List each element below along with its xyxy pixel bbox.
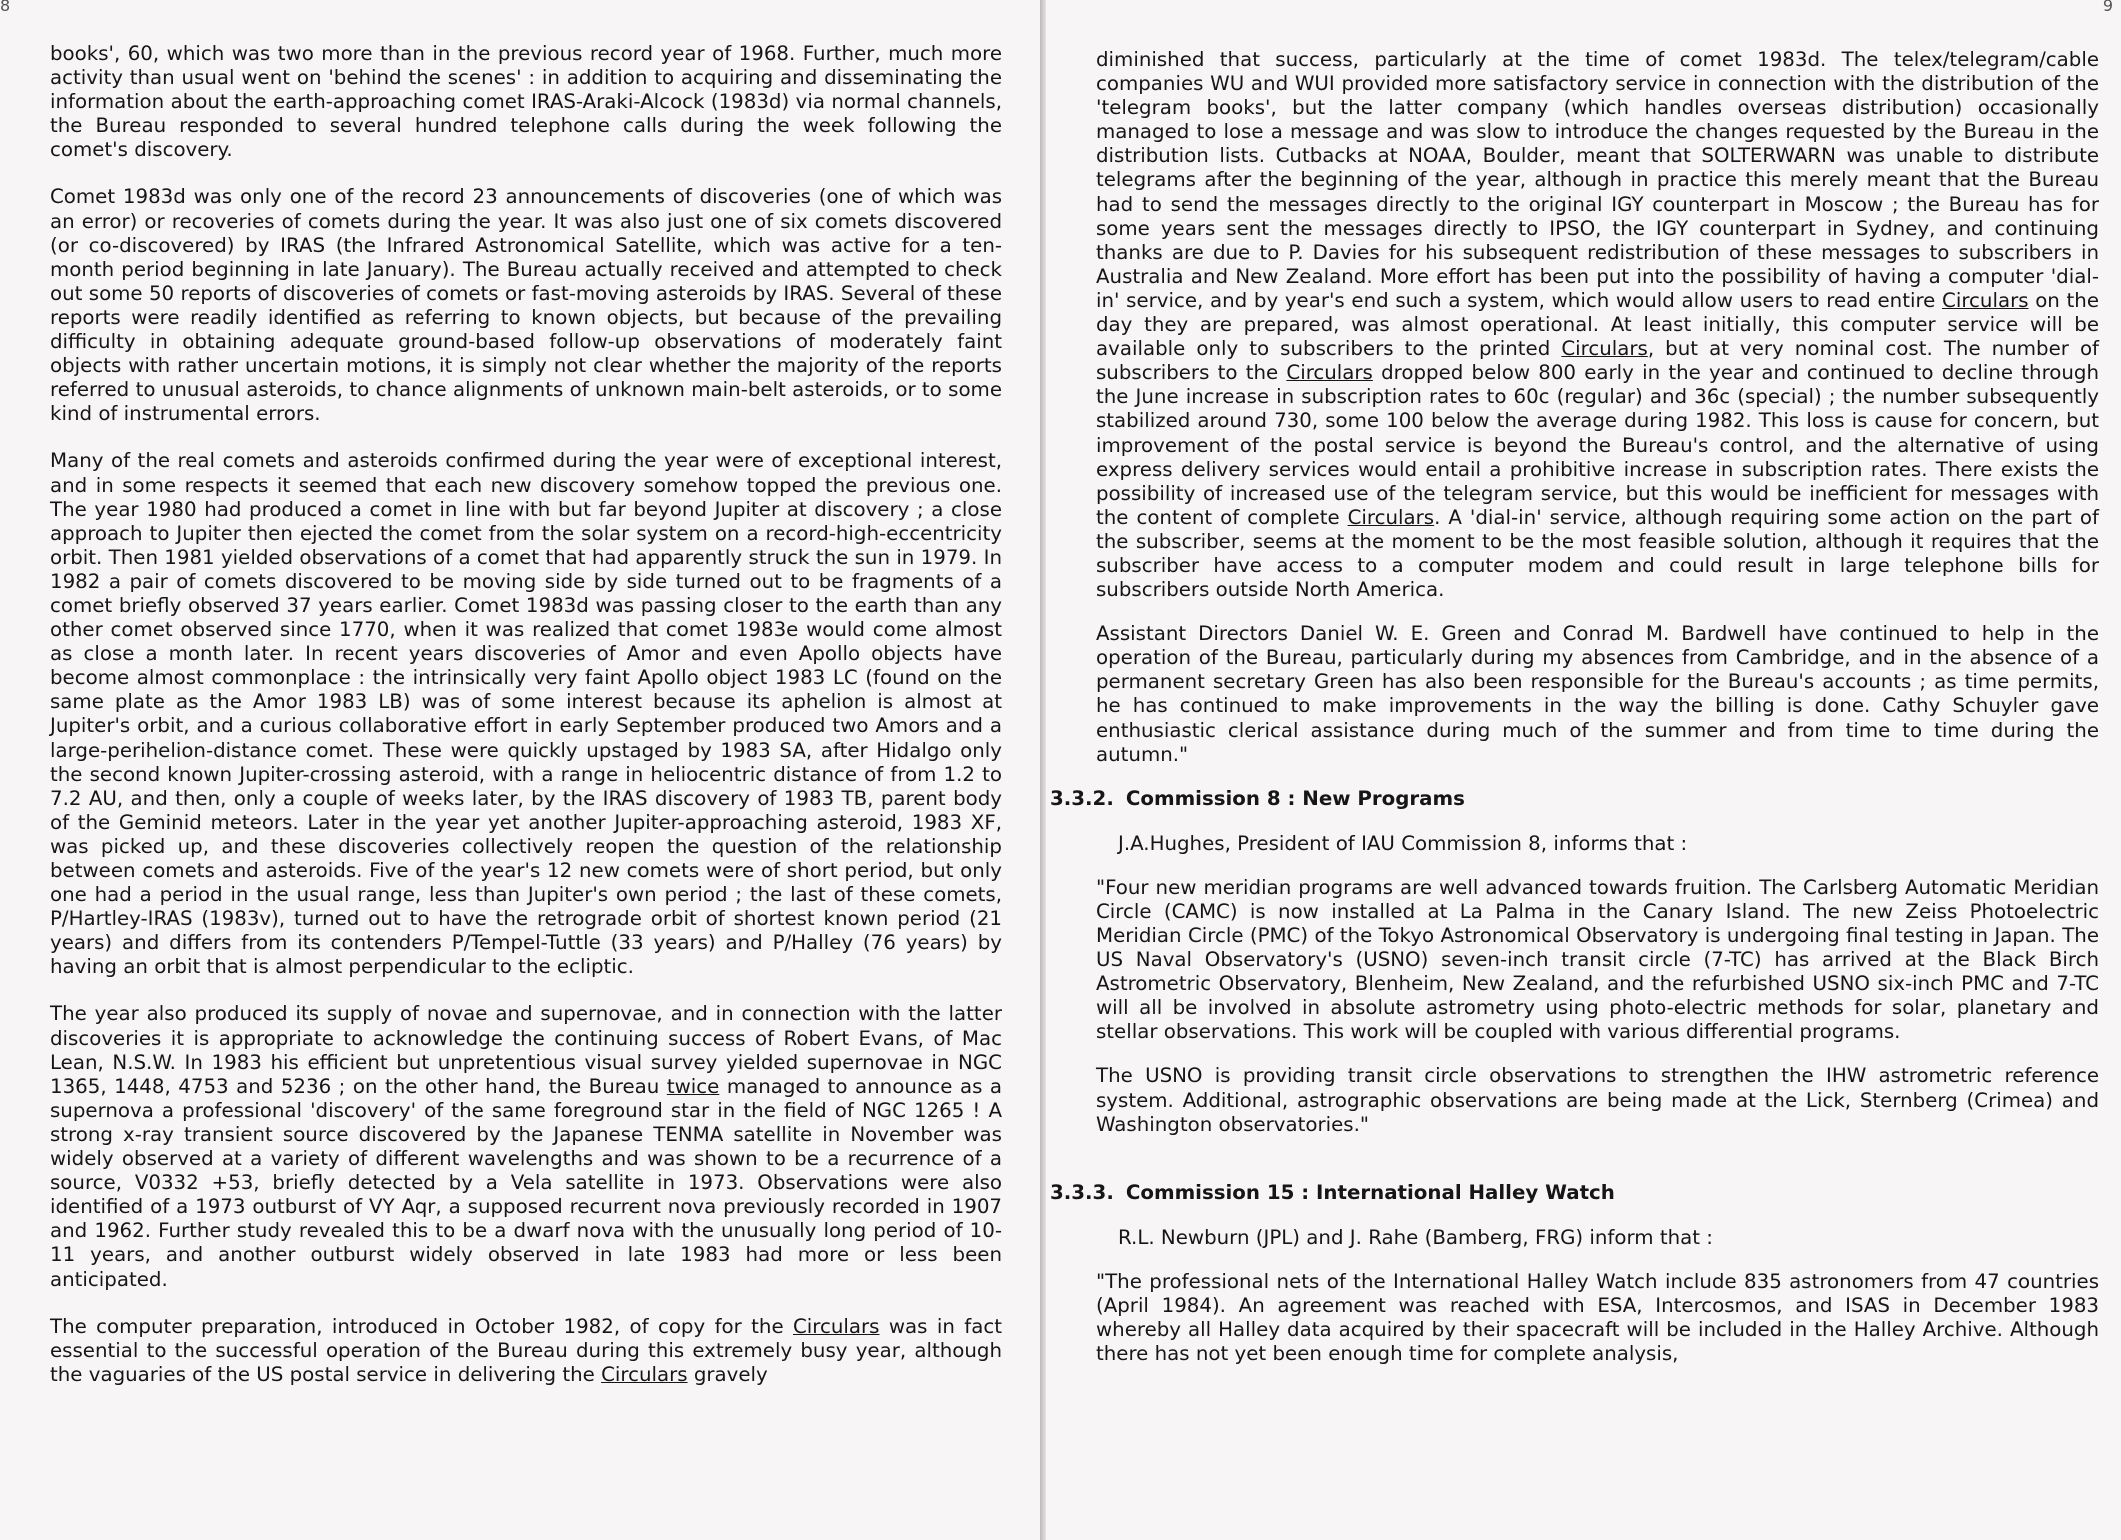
text-run: was in fact essential to the successful operation of the Bureau during this extremely busy year, although the vaguaries of the US postal service in delivering the	[50, 1314, 1002, 1386]
text-run: The computer preparation, introduced in October 1982, of copy for the	[50, 1314, 793, 1338]
circulars-title: Circulars	[1561, 337, 1648, 361]
text-run: . A 'dial-in' service, although requiring some action on the part of the subscriber, seems at the moment to be the most feasible solution, although it requires that the subscriber have access to a computer modem and could result in large telephone bills for subscribers outside North America.	[1096, 505, 2099, 602]
paragraph	[50, 1002, 1002, 1291]
right-page	[1046, 0, 2121, 1540]
text-run: gravely	[687, 1362, 768, 1386]
circulars-title: Circulars	[1286, 361, 1373, 385]
informs-line: R.L. Newburn (JPL) and J. Rahe (Bamberg, FRG) inform that :	[1118, 1225, 1713, 1249]
page-number: 9	[2102, 0, 2113, 15]
text-run: diminished that success, particularly at the time of comet 1983d. The telex/telegram/cable companies WU and WUI provided more satisfactory service in connection with the distribution of the 'telegram books', but the latter company (which handles overseas distribution) occasionally managed to lose a message and was slow to introduce the changes requested by the Bureau in the distribution lists. Cutbacks at NOAA, Boulder, meant that SOLTERWARN was unable to distribute telegrams after the beginning of the year, although in practice this merely meant that the Bureau had to send the messages directly to the original IGY counterpart in Moscow ; the Bureau has for some years sent the messages directly to IPSO, the IGY counterpart in Sydney, and continuing thanks are due to P. Davies for his subsequent redistribution of these messages to subscribers in Australia and New Zealand. More effort has been put into the possibility of having a computer 'dial-in' service, and by year's end such a system, which would allow users to read entire	[1096, 48, 2099, 312]
paragraph: The USNO is providing transit circle observations to strengthen the IHW astrometric reference system. Additional, astrographic observations are being made at the Lick, Sternberg (Crimea) and Washington observatories."	[1096, 1064, 2099, 1136]
section-heading-3-3-3	[1050, 1181, 2099, 1204]
informs-line: J.A.Hughes, President of IAU Commission 8, informs that :	[1118, 831, 1688, 855]
paragraph	[1096, 48, 2099, 602]
underlined-word: twice	[666, 1074, 720, 1098]
circulars-title: Circulars	[601, 1362, 688, 1386]
circulars-title: Circulars	[1347, 505, 1435, 529]
page-number: 8	[0, 0, 11, 15]
paragraph: Many of the real comets and asteroids confirmed during the year were of exceptional interest, and in some respects it seemed that each new discovery somehow topped the previous one. The year 1980 had produced a comet in line with but far beyond Jupiter at discovery ; a close approach to Jupiter then ejected the comet from the solar system on a record-high-eccentricity orbit. Then 1981 yielded observations of a comet that had apparently struck the sun in 1979. In 1982 a pair of comets discovered to be moving side by side turned out to be fragments of a comet briefly observed 37 years earlier. Comet 1983d was passing closer to the earth than any other comet observed since 1770, when it was realized that comet 1983e would come almost as close a month later. In recent years discoveries of Amor and even Apollo objects have become almost commonplace : the intrinsically very faint Apollo object 1983 LC (found on the same plate as the Amor 1983 LB) was of some interest because its aphelion is almost at Jupiter's orbit, and a curious collaborative effort in early September produced two Amors and a large-perihelion-distance comet. These were quickly upstaged by 1983 SA, after Hidalgo only the second known Jupiter-crossing asteroid, with a range in heliocentric distance of from 1.2 to 7.2 AU, and then, only a couple of weeks later, by the IRAS discovery of 1983 TB, parent body of the Geminid meteors. Later in the year yet another Jupiter-approaching asteroid, 1983 XF, was picked up, and these discoveries collectively reopen the question of the relationship between comets and asteroids. Five of the year's 12 new comets were of short period, but only one had a period in the usual range, less than Jupiter's own period ; the last of these comets, P/Hartley-IRAS (1983v), turned out to have the retrograde orbit of shortest known period (21 years) and differs from its contenders P/Tempel-Tuttle (33 years) and P/Halley (76 years) by having an orbit that is almost perpendicular to the ecliptic.	[50, 449, 1002, 979]
text-run: , but at very nominal cost. The number of subscribers to the	[1096, 337, 2100, 385]
paragraph: "Four new meridian programs are well advanced towards fruition. The Carlsberg Automatic Meridian Circle (CAMC) is now installed at La Palma in the Canary Island. The new Zeiss Photoelectric Meridian Circle (PMC) of the Tokyo Astronomical Observatory is undergoing final testing in Japan. The US Naval Observatory's (USNO) seven-inch transit circle (7-TC) has arrived at the Black Birch Astrometric Observatory, Blenheim, New Zealand, and the refurbished USNO six-inch PMC and 7-TC will all be involved in absolute astrometry using photo-electric methods for solar, planetary and stellar observations. This work will be coupled with various differential programs.	[1096, 875, 2099, 1044]
paragraph: Assistant Directors Daniel W. E. Green and Conrad M. Bardwell have continued to help in the operation of the Bureau, particularly during my absences from Cambridge, and in the absence of a permanent secretary Green has also been responsible for the Bureau's accounts ; as time permits, he has continued to make improvements in the way the billing is done. Cathy Schuyler gave enthusiastic clerical assistance during much of the summer and from time to time during the autumn."	[1096, 622, 2099, 766]
left-page	[0, 0, 1040, 1540]
text-run: on the day they are prepared, was almost operational. At least initially, this computer service will be available only to subscribers to the printed	[1096, 288, 2099, 361]
section-number: 3.3.2.	[1050, 786, 1114, 810]
section-title: Commission 8 : New Programs	[1125, 786, 1465, 810]
circulars-title: Circulars	[793, 1314, 880, 1338]
text-run: The year also produced its supply of novae and supernovae, and in connection with the latter discoveries it is appropriate to acknowledge the continuing success of Robert Evans, of Mac Lean, N.S.W. In 1983 his efficient but unpretentious visual survey yielded supernovae in NGC 1365, 1448, 4753 and 5236 ; on the other hand, the Bureau	[50, 1002, 1002, 1098]
text-run: managed to announce as a supernova a professional 'discovery' of the same foreground star in the field of NGC 1265 ! A strong x-ray transient source discovered by the Japanese TENMA satellite in November was widely observed at a variety of different wavelengths and was shown to be a recurrence of a source, V0332 +53, briefly detected by a Vela satellite in 1973. Observations were also identified of a 1973 outburst of VY Aqr, a supposed recurrent nova previously recorded in 1907 and 1962. Further study revealed this to be a dwarf nova with the unusually long period of 10-11 years, and another outburst widely observed in late 1983 had more or less been anticipated.	[50, 1074, 1002, 1291]
paragraph: "The professional nets of the International Halley Watch include 835 astronomers from 47 countries (April 1984). An agreement was reached with ESA, Intercosmos, and ISAS in December 1983 whereby all Halley data acquired by their spacecraft will be included in the Halley Archive. Although there has not yet been enough time for complete analysis,	[1096, 1269, 2099, 1366]
paragraph: Comet 1983d was only one of the record 23 announcements of discoveries (one of which was an error) or recoveries of comets during the year. It was also just one of six comets discovered (or co-discovered) by IRAS (the Infrared Astronomical Satellite, which was active for a ten-month period beginning in late January). The Bureau actually received and attempted to check out some 50 reports of discoveries of comets or fast-moving asteroids by IRAS. Several of these reports were readily identified as referring to known objects, but because of the prevailing difficulty in obtaining adequate ground-based follow-up observations of moderately faint objects with rather uncertain motions, it is simply not clear whether the majority of the reports referred to unusual asteroids, to chance alignments of unknown main-belt asteroids, or to some kind of instrumental errors.	[50, 185, 1002, 426]
section-title: Commission 15 : International Halley Watch	[1125, 1180, 1615, 1204]
section-heading-3-3-2	[1050, 787, 2099, 810]
circulars-title: Circulars	[1942, 288, 2029, 312]
paragraph	[50, 1315, 1002, 1387]
paragraph: books', 60, which was two more than in the previous record year of 1968. Further, much more activity than usual went on 'behind the scenes' : in addition to acquiring and disseminating the information about the earth-approaching comet IRAS-Araki-Alcock (1983d) via normal channels, the Bureau responded to several hundred telephone calls during the week following the comet's discovery.	[50, 42, 1002, 162]
text-run: dropped below 800 early in the year and continued to decline through the June increase in subscription rates to 60c (regular) and 36c (special) ; the number subsequently stabilized around 730, some 100 below the average during 1982. This loss is cause for concern, but improvement of the postal service is beyond the Bureau's control, and the alternative of using express delivery services would entail a prohibitive increase in subscription rates. There exists the possibility of increased use of the telegram service, but this would be inefficient for messages with the content of complete	[1096, 361, 2099, 529]
section-number: 3.3.3.	[1050, 1180, 1114, 1204]
